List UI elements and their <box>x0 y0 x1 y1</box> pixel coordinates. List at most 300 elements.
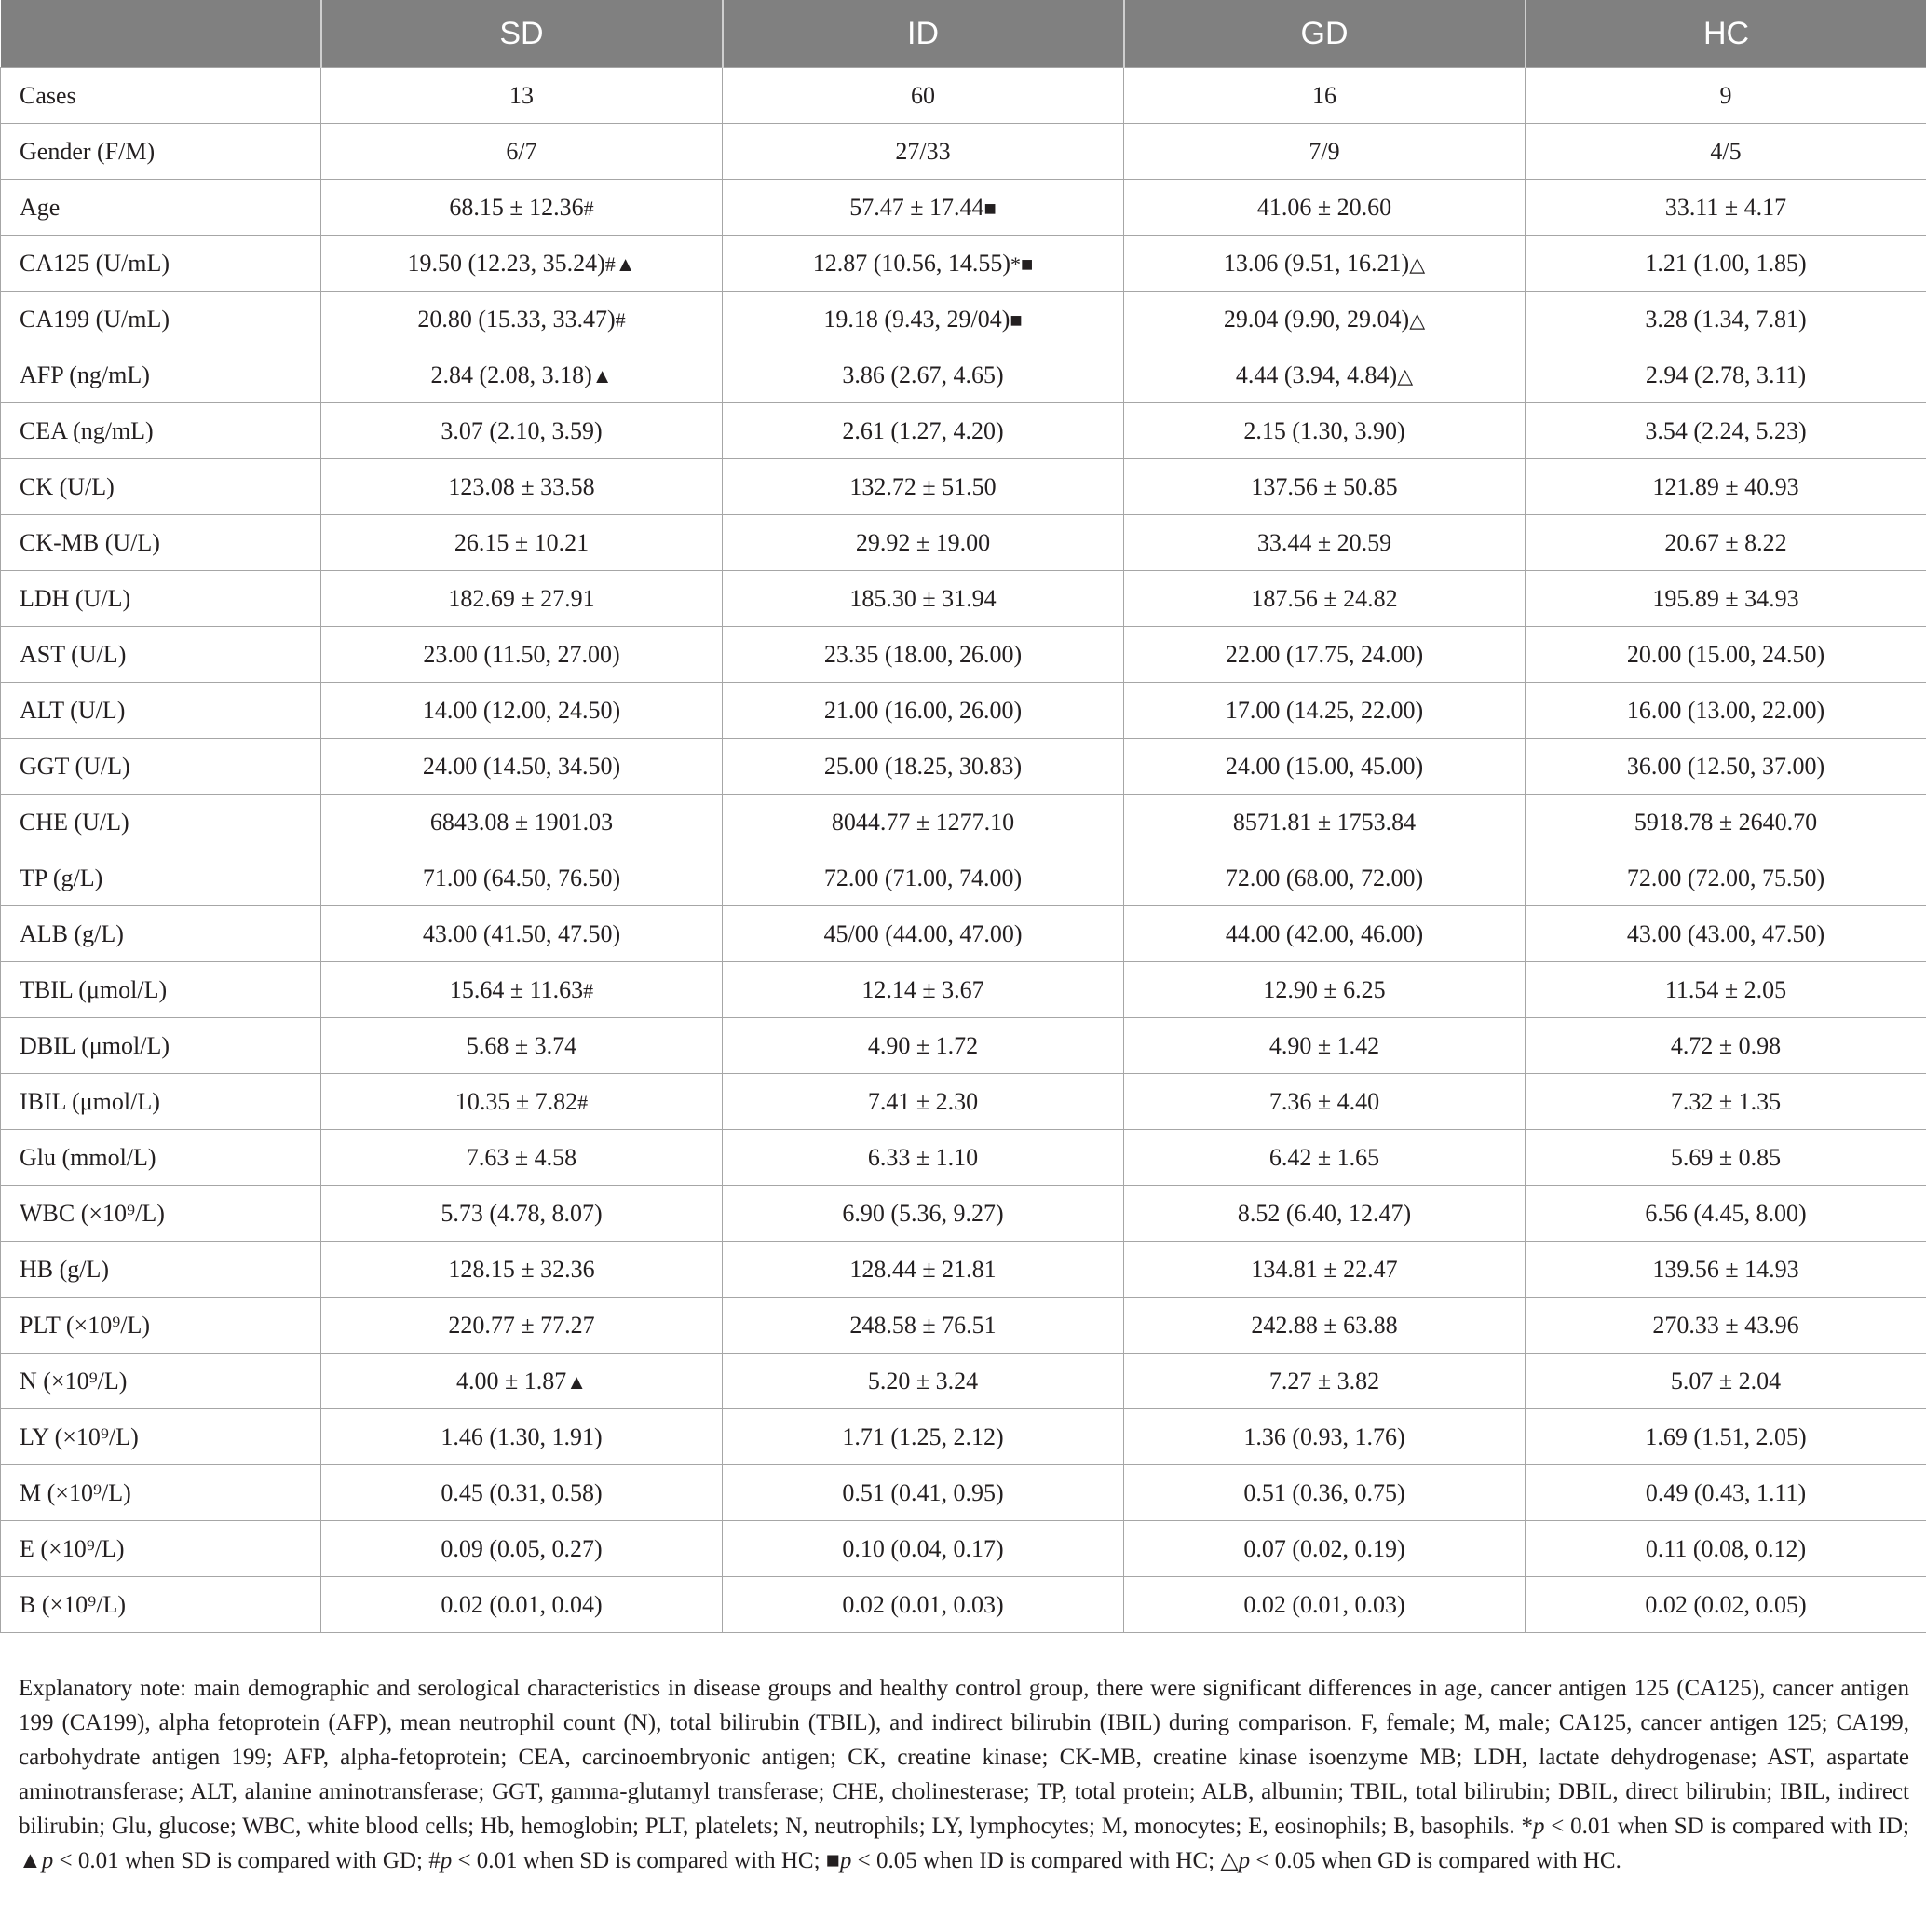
legend-symbol: ■ <box>825 1848 840 1873</box>
cell-value: 132.72 ± 51.50 <box>849 472 997 500</box>
legend-text: < 0.01 when SD is compared with ID; <box>1544 1814 1910 1839</box>
cell-value: 0.07 (0.02, 0.19) <box>1243 1534 1405 1562</box>
cell-sd <box>321 1577 723 1633</box>
cell-sd <box>321 1521 723 1577</box>
cell-hc <box>1526 795 1926 850</box>
row-label: CA199 (U/mL) <box>1 292 321 347</box>
cell-value: 43.00 (41.50, 47.50) <box>422 919 621 947</box>
cell-sd <box>321 403 723 459</box>
cell-id <box>723 739 1124 795</box>
cell-gd <box>1124 124 1526 180</box>
table-row <box>1 1354 1926 1409</box>
header-gd: GD <box>1124 0 1526 68</box>
significance-mark: # <box>615 307 626 332</box>
row-label: IBIL (μmol/L) <box>1 1074 321 1130</box>
cell-value: 242.88 ± 63.88 <box>1251 1311 1398 1339</box>
cell-value: 5.20 ± 3.24 <box>867 1367 979 1395</box>
cell-value: 44.00 (42.00, 46.00) <box>1225 919 1424 947</box>
cell-id <box>723 403 1124 459</box>
table-row <box>1 403 1926 459</box>
cell-id <box>723 1074 1124 1130</box>
cell-value: 8.52 (6.40, 12.47) <box>1237 1199 1412 1227</box>
cell-sd <box>321 1298 723 1354</box>
cell-value: 0.49 (0.43, 1.11) <box>1645 1478 1807 1506</box>
row-label: CK-MB (U/L) <box>1 515 321 571</box>
cell-value: 19.18 (9.43, 29/04) <box>823 305 1010 333</box>
table-body <box>1 68 1926 1633</box>
cell-value: 1.46 (1.30, 1.91) <box>441 1422 603 1450</box>
cell-sd <box>321 459 723 515</box>
cell-value: 45/00 (44.00, 47.00) <box>823 919 1023 947</box>
cell-value: 7.32 ± 1.35 <box>1670 1087 1782 1115</box>
cell-sd <box>321 795 723 850</box>
cell-value: 22.00 (17.75, 24.00) <box>1225 640 1424 668</box>
cell-hc <box>1526 1577 1926 1633</box>
cell-hc <box>1526 739 1926 795</box>
cell-id <box>723 850 1124 906</box>
header-row <box>1 0 1926 68</box>
significance-mark: #▲ <box>604 252 636 276</box>
cell-gd <box>1124 683 1526 739</box>
legend-symbol: * <box>1521 1814 1533 1839</box>
cell-value: 19.50 (12.23, 35.24) <box>407 249 605 277</box>
cell-gd <box>1124 850 1526 906</box>
cell-hc <box>1526 1521 1926 1577</box>
cell-sd <box>321 1130 723 1186</box>
cell-value: 60 <box>911 81 935 109</box>
cell-value: 27/33 <box>895 137 951 165</box>
cell-gd <box>1124 795 1526 850</box>
cell-value: 270.33 ± 43.96 <box>1652 1311 1799 1339</box>
legend-p: p <box>1532 1814 1545 1839</box>
table-row <box>1 795 1926 850</box>
cell-gd <box>1124 1409 1526 1465</box>
cell-value: 24.00 (15.00, 45.00) <box>1225 752 1424 780</box>
cell-value: 33.44 ± 20.59 <box>1256 528 1392 556</box>
cell-gd <box>1124 236 1526 292</box>
cell-id <box>723 1354 1124 1409</box>
cell-value: 7.27 ± 3.82 <box>1268 1367 1380 1395</box>
row-label: ALB (g/L) <box>1 906 321 962</box>
row-label: Glu (mmol/L) <box>1 1130 321 1186</box>
cell-gd <box>1124 515 1526 571</box>
cell-value: 195.89 ± 34.93 <box>1652 584 1799 612</box>
cell-value: 7.41 ± 2.30 <box>867 1087 979 1115</box>
row-label: TP (g/L) <box>1 850 321 906</box>
cell-value: 20.80 (15.33, 33.47) <box>417 305 616 333</box>
table-row <box>1 683 1926 739</box>
cell-sd <box>321 739 723 795</box>
table-row <box>1 627 1926 683</box>
cell-value: 16 <box>1312 81 1336 109</box>
row-label: LY (×10⁹/L) <box>1 1409 321 1465</box>
table-row <box>1 1577 1926 1633</box>
row-label: GGT (U/L) <box>1 739 321 795</box>
cell-value: 6/7 <box>506 137 537 165</box>
cell-sd <box>321 68 723 124</box>
cell-value: 3.86 (2.67, 4.65) <box>842 361 1004 388</box>
cell-value: 0.02 (0.01, 0.04) <box>441 1590 603 1618</box>
cell-sd <box>321 1242 723 1298</box>
cell-id <box>723 347 1124 403</box>
cell-value: 137.56 ± 50.85 <box>1251 472 1398 500</box>
cell-value: 6843.08 ± 1901.03 <box>429 808 614 836</box>
cell-hc <box>1526 459 1926 515</box>
cell-gd <box>1124 347 1526 403</box>
cell-value: 0.11 (0.08, 0.12) <box>1645 1534 1807 1562</box>
cell-gd <box>1124 1577 1526 1633</box>
significance-mark: ■ <box>983 196 997 220</box>
cell-gd <box>1124 1186 1526 1242</box>
cell-value: 8571.81 ± 1753.84 <box>1232 808 1417 836</box>
cell-value: 7.63 ± 4.58 <box>466 1143 577 1171</box>
table-row <box>1 906 1926 962</box>
note-intro: Explanatory note: main demographic and serological characteristics in disease groups and healthy control group, there were significant differences in age, cancer antigen 125 (CA125), cancer antigen 199 (CA199), alpha fetoprotein (AFP), mean neutrophil count (N), total bilirubin (TBIL), and indirect bilirubin (IBIL) during comparison. F, female; M, male; CA125, cancer antigen 125; CA199, carbohydrate antigen 199; AFP, alpha-fetoprotein; CEA, carcinoembryonic antigen; CK, creatine kinase; CK-MB, creatine kinase isoenzyme MB; LDH, lactate dehydrogenase; AST, aspartate aminotransferase; ALT, alanine aminotransferase; GGT, gamma-glutamyl transferase; CHE, cholinesterase; TP, total protein; ALB, albumin; TBIL, total bilirubin; DBIL, direct bilirubin; IBIL, indirect bilirubin; Glu, glucose; WBC, white blood cells; Hb, hemoglobin; PLT, platelets; N, neutrophils; LY, lymphocytes; M, monocytes; E, eosinophils; B, basophils. <box>19 1676 1909 1839</box>
cell-value: 41.06 ± 20.60 <box>1256 193 1392 221</box>
cell-hc <box>1526 683 1926 739</box>
table-row <box>1 962 1926 1018</box>
cell-value: 7.36 ± 4.40 <box>1268 1087 1380 1115</box>
header-sd: SD <box>321 0 723 68</box>
cell-hc <box>1526 627 1926 683</box>
cell-gd <box>1124 739 1526 795</box>
cell-id <box>723 1521 1124 1577</box>
cell-value: 13.06 (9.51, 16.21) <box>1223 249 1410 277</box>
header-blank <box>1 0 321 68</box>
cell-value: 121.89 ± 40.93 <box>1652 472 1799 500</box>
cell-value: 6.56 (4.45, 8.00) <box>1645 1199 1807 1227</box>
cell-hc <box>1526 515 1926 571</box>
cell-sd <box>321 1186 723 1242</box>
cell-value: 12.90 ± 6.25 <box>1263 975 1386 1003</box>
cell-id <box>723 683 1124 739</box>
cell-value: 4.90 ± 1.72 <box>867 1031 979 1059</box>
significance-mark: # <box>583 196 594 220</box>
cell-gd <box>1124 1018 1526 1074</box>
cell-hc <box>1526 1298 1926 1354</box>
cell-sd <box>321 906 723 962</box>
cell-value: 26.15 ± 10.21 <box>454 528 590 556</box>
table-row <box>1 1465 1926 1521</box>
significance-mark: ■ <box>1010 307 1023 332</box>
cell-gd <box>1124 1242 1526 1298</box>
legend-symbol: ▲ <box>19 1848 42 1873</box>
table-row <box>1 1074 1926 1130</box>
row-label: LDH (U/L) <box>1 571 321 627</box>
cell-hc <box>1526 1465 1926 1521</box>
cell-gd <box>1124 180 1526 236</box>
cell-value: 20.00 (15.00, 24.50) <box>1626 640 1825 668</box>
cell-value: 0.02 (0.02, 0.05) <box>1645 1590 1807 1618</box>
table-row <box>1 68 1926 124</box>
cell-value: 1.21 (1.00, 1.85) <box>1645 249 1807 277</box>
cell-value: 2.94 (2.78, 3.11) <box>1645 361 1807 388</box>
cell-value: 123.08 ± 33.58 <box>448 472 595 500</box>
cell-value: 0.09 (0.05, 0.27) <box>441 1534 603 1562</box>
cell-value: 128.15 ± 32.36 <box>448 1255 595 1283</box>
cell-value: 128.44 ± 21.81 <box>849 1255 997 1283</box>
cell-value: 248.58 ± 76.51 <box>849 1311 997 1339</box>
cell-value: 220.77 ± 77.27 <box>448 1311 595 1339</box>
row-label: WBC (×10⁹/L) <box>1 1186 321 1242</box>
row-label: N (×10⁹/L) <box>1 1354 321 1409</box>
cell-sd <box>321 236 723 292</box>
legend-text: < 0.05 when GD is compared with HC. <box>1250 1848 1621 1873</box>
cell-id <box>723 236 1124 292</box>
cell-sd <box>321 1465 723 1521</box>
cell-value: 14.00 (12.00, 24.50) <box>422 696 621 724</box>
cell-gd <box>1124 1130 1526 1186</box>
table-row <box>1 1409 1926 1465</box>
row-label: E (×10⁹/L) <box>1 1521 321 1577</box>
explanatory-note <box>19 1671 1909 1878</box>
legend-p: p <box>1238 1848 1251 1873</box>
cell-value: 0.45 (0.31, 0.58) <box>441 1478 603 1506</box>
cell-gd <box>1124 962 1526 1018</box>
legend-p: p <box>41 1848 54 1873</box>
cell-sd <box>321 571 723 627</box>
significance-mark: # <box>577 1090 589 1114</box>
cell-value: 68.15 ± 12.36 <box>449 193 584 221</box>
table-row <box>1 850 1926 906</box>
cell-hc <box>1526 1354 1926 1409</box>
table-row <box>1 180 1926 236</box>
row-label: Cases <box>1 68 321 124</box>
cell-gd <box>1124 1354 1526 1409</box>
table-row <box>1 124 1926 180</box>
table-row <box>1 1242 1926 1298</box>
cell-value: 5.07 ± 2.04 <box>1670 1367 1782 1395</box>
cell-value: 185.30 ± 31.94 <box>849 584 997 612</box>
cell-value: 139.56 ± 14.93 <box>1652 1255 1799 1283</box>
cell-hc <box>1526 1130 1926 1186</box>
table-row <box>1 1130 1926 1186</box>
significance-mark: # <box>583 978 594 1002</box>
cell-sd <box>321 124 723 180</box>
cell-value: 21.00 (16.00, 26.00) <box>823 696 1023 724</box>
cell-value: 1.71 (1.25, 2.12) <box>842 1422 1004 1450</box>
cell-value: 134.81 ± 22.47 <box>1251 1255 1398 1283</box>
cell-id <box>723 962 1124 1018</box>
cell-value: 23.35 (18.00, 26.00) <box>823 640 1023 668</box>
cell-value: 3.54 (2.24, 5.23) <box>1645 416 1807 444</box>
cell-gd <box>1124 1521 1526 1577</box>
cell-gd <box>1124 292 1526 347</box>
cell-hc <box>1526 571 1926 627</box>
cell-hc <box>1526 124 1926 180</box>
cell-gd <box>1124 68 1526 124</box>
legend-symbol: # <box>428 1848 441 1873</box>
cell-value: 12.87 (10.56, 14.55) <box>812 249 1011 277</box>
row-label: PLT (×10⁹/L) <box>1 1298 321 1354</box>
cell-value: 4.72 ± 0.98 <box>1670 1031 1782 1059</box>
cell-hc <box>1526 236 1926 292</box>
cell-id <box>723 124 1124 180</box>
cell-hc <box>1526 1018 1926 1074</box>
cell-value: 23.00 (11.50, 27.00) <box>423 640 620 668</box>
legend-p: p <box>440 1848 453 1873</box>
row-label: DBIL (μmol/L) <box>1 1018 321 1074</box>
cell-value: 4.44 (3.94, 4.84) <box>1235 361 1398 388</box>
row-label: CEA (ng/mL) <box>1 403 321 459</box>
cell-value: 8044.77 ± 1277.10 <box>831 808 1015 836</box>
cell-hc <box>1526 850 1926 906</box>
cell-gd <box>1124 906 1526 962</box>
cell-value: 12.14 ± 3.67 <box>861 975 984 1003</box>
row-label: CA125 (U/mL) <box>1 236 321 292</box>
cell-id <box>723 906 1124 962</box>
cell-id <box>723 1577 1124 1633</box>
table-row <box>1 739 1926 795</box>
cell-sd <box>321 1074 723 1130</box>
cell-hc <box>1526 962 1926 1018</box>
cell-id <box>723 795 1124 850</box>
cell-hc <box>1526 1074 1926 1130</box>
cell-value: 17.00 (14.25, 22.00) <box>1225 696 1424 724</box>
cell-value: 5.68 ± 3.74 <box>466 1031 577 1059</box>
cell-value: 0.51 (0.41, 0.95) <box>842 1478 1004 1506</box>
cell-value: 36.00 (12.50, 37.00) <box>1626 752 1825 780</box>
cell-value: 33.11 ± 4.17 <box>1664 193 1787 221</box>
cell-value: 6.42 ± 1.65 <box>1268 1143 1380 1171</box>
significance-mark: △ <box>1397 363 1414 388</box>
cell-id <box>723 1465 1124 1521</box>
table-row <box>1 515 1926 571</box>
cell-id <box>723 1242 1124 1298</box>
cell-value: 2.15 (1.30, 3.90) <box>1243 416 1405 444</box>
cell-value: 1.69 (1.51, 2.05) <box>1645 1422 1807 1450</box>
row-label: AST (U/L) <box>1 627 321 683</box>
cell-id <box>723 459 1124 515</box>
cell-hc <box>1526 292 1926 347</box>
cell-value: 3.28 (1.34, 7.81) <box>1645 305 1807 333</box>
row-label: AFP (ng/mL) <box>1 347 321 403</box>
cell-value: 72.00 (68.00, 72.00) <box>1225 864 1424 891</box>
cell-sd <box>321 292 723 347</box>
cell-value: 72.00 (72.00, 75.50) <box>1626 864 1825 891</box>
row-label: CHE (U/L) <box>1 795 321 850</box>
cell-value: 5918.78 ± 2640.70 <box>1634 808 1818 836</box>
cell-value: 182.69 ± 27.91 <box>448 584 595 612</box>
cell-id <box>723 571 1124 627</box>
cell-sd <box>321 962 723 1018</box>
cell-gd <box>1124 571 1526 627</box>
cell-value: 1.36 (0.93, 1.76) <box>1243 1422 1405 1450</box>
cell-sd <box>321 180 723 236</box>
cell-sd <box>321 347 723 403</box>
table-row <box>1 571 1926 627</box>
row-label: ALT (U/L) <box>1 683 321 739</box>
cell-value: 13 <box>509 81 534 109</box>
cell-value: 2.84 (2.08, 3.18) <box>430 361 592 388</box>
cell-value: 20.67 ± 8.22 <box>1664 528 1787 556</box>
cell-sd <box>321 627 723 683</box>
cell-value: 2.61 (1.27, 4.20) <box>842 416 1004 444</box>
header-hc: HC <box>1526 0 1926 68</box>
cell-id <box>723 1409 1124 1465</box>
cell-value: 43.00 (43.00, 47.50) <box>1626 919 1825 947</box>
cell-id <box>723 515 1124 571</box>
table-row <box>1 292 1926 347</box>
legend-text: < 0.05 when ID is compared with HC; <box>851 1848 1215 1873</box>
cell-value: 11.54 ± 2.05 <box>1664 975 1787 1003</box>
cell-value: 0.02 (0.01, 0.03) <box>842 1590 1004 1618</box>
table-row <box>1 347 1926 403</box>
table-row <box>1 236 1926 292</box>
cell-value: 71.00 (64.50, 76.50) <box>422 864 621 891</box>
cell-sd <box>321 683 723 739</box>
cell-value: 5.73 (4.78, 8.07) <box>441 1199 603 1227</box>
cell-value: 9 <box>1719 81 1732 109</box>
cell-value: 16.00 (13.00, 22.00) <box>1626 696 1825 724</box>
cell-hc <box>1526 1242 1926 1298</box>
cell-value: 187.56 ± 24.82 <box>1251 584 1398 612</box>
cell-sd <box>321 1354 723 1409</box>
cell-hc <box>1526 180 1926 236</box>
legend-text: < 0.01 when SD is compared with GD; <box>53 1848 423 1873</box>
cell-gd <box>1124 459 1526 515</box>
cell-id <box>723 1018 1124 1074</box>
cell-id <box>723 68 1124 124</box>
cell-gd <box>1124 1465 1526 1521</box>
cell-value: 29.04 (9.90, 29.04) <box>1223 305 1410 333</box>
cell-hc <box>1526 1186 1926 1242</box>
cell-value: 0.10 (0.04, 0.17) <box>842 1534 1004 1562</box>
table-row <box>1 459 1926 515</box>
table-row <box>1 1298 1926 1354</box>
significance-mark: △ <box>1409 252 1426 276</box>
cell-sd <box>321 1018 723 1074</box>
row-label: Age <box>1 180 321 236</box>
cell-hc <box>1526 1409 1926 1465</box>
legend-symbol: △ <box>1220 1848 1239 1873</box>
significance-mark: ▲ <box>591 363 613 388</box>
cell-gd <box>1124 403 1526 459</box>
table-row <box>1 1521 1926 1577</box>
cell-value: 3.07 (2.10, 3.59) <box>441 416 603 444</box>
cell-hc <box>1526 68 1926 124</box>
cell-hc <box>1526 347 1926 403</box>
cell-id <box>723 292 1124 347</box>
legend-text: < 0.01 when SD is compared with HC; <box>452 1848 821 1873</box>
table-header <box>1 0 1926 68</box>
row-label: M (×10⁹/L) <box>1 1465 321 1521</box>
cell-value: 6.33 ± 1.10 <box>867 1143 979 1171</box>
cell-sd <box>321 1409 723 1465</box>
cell-gd <box>1124 1074 1526 1130</box>
table-row <box>1 1186 1926 1242</box>
cell-id <box>723 1186 1124 1242</box>
cell-value: 29.92 ± 19.00 <box>855 528 991 556</box>
cell-value: 25.00 (18.25, 30.83) <box>823 752 1023 780</box>
table-row <box>1 1018 1926 1074</box>
row-label: HB (g/L) <box>1 1242 321 1298</box>
cell-value: 5.69 ± 0.85 <box>1670 1143 1782 1171</box>
cell-gd <box>1124 1298 1526 1354</box>
cell-id <box>723 1130 1124 1186</box>
cell-hc <box>1526 403 1926 459</box>
cell-value: 4/5 <box>1710 137 1742 165</box>
cell-sd <box>321 850 723 906</box>
cell-sd <box>321 515 723 571</box>
cell-value: 4.90 ± 1.42 <box>1268 1031 1380 1059</box>
cell-id <box>723 627 1124 683</box>
cell-value: 4.00 ± 1.87 <box>455 1367 567 1395</box>
row-label: CK (U/L) <box>1 459 321 515</box>
significance-mark: ▲ <box>566 1369 588 1394</box>
row-label: TBIL (μmol/L) <box>1 962 321 1018</box>
cell-id <box>723 1298 1124 1354</box>
